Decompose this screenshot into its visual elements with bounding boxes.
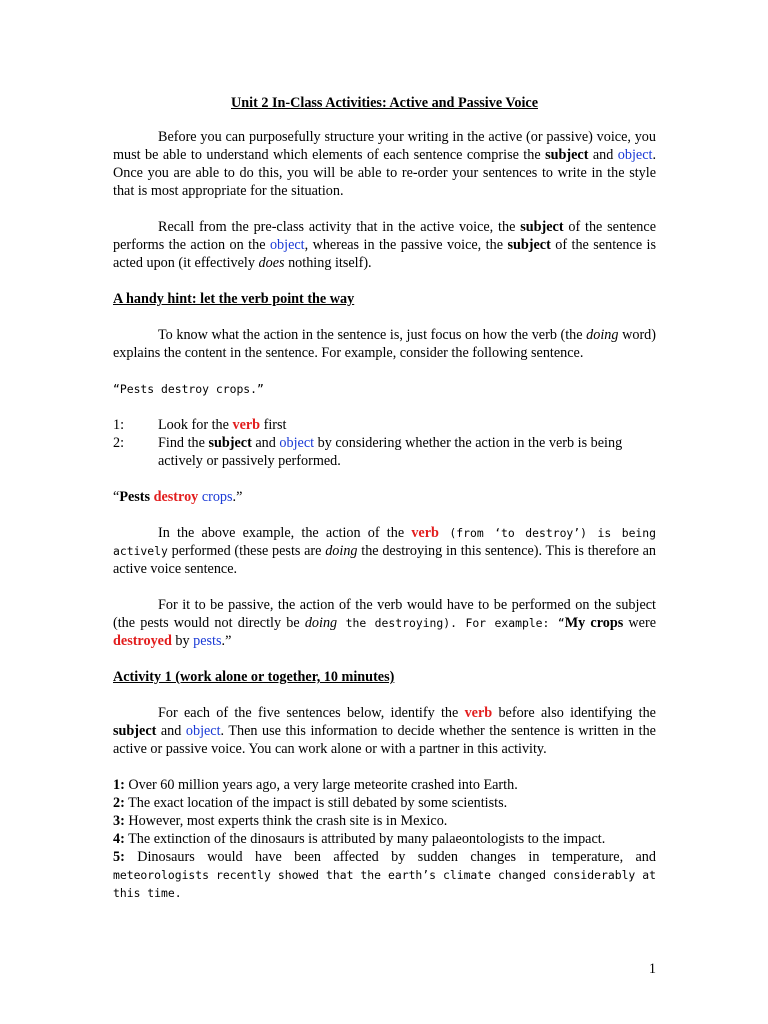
quote-mark: “ xyxy=(113,489,120,505)
verb-term: destroy xyxy=(153,489,199,505)
text-run: Look for the xyxy=(158,417,233,433)
object-term: object xyxy=(617,147,653,163)
text-run: first xyxy=(260,417,287,433)
activity-sentence xyxy=(113,794,656,812)
subject-term: subject xyxy=(545,147,589,163)
activity-sentence xyxy=(113,776,656,794)
text-run: In the above example, the action of the xyxy=(158,525,412,541)
text-run: and xyxy=(251,435,280,451)
subject-term: subject xyxy=(507,237,551,253)
text-run: . Once you are able to do this, you will be able to re-order your sentences to write in the style that is most appropriate for the situation. xyxy=(113,147,656,199)
activity-sentence-continuation: meteorologists recently showed that the earth’s climate changed considerably at this time. xyxy=(113,868,656,900)
subject-term: subject xyxy=(520,219,564,235)
sentence-text: Dinosaurs would have been affected by sudden changes in temperature, and xyxy=(124,849,656,865)
object-term: object xyxy=(185,723,221,739)
colored-example-sentence xyxy=(113,488,656,506)
subject-term: Pests xyxy=(119,489,151,505)
text-run: and xyxy=(588,147,618,163)
text-run: word) explains the content in the sentence. For example, consider the following sentence. xyxy=(113,327,656,361)
text-run: the destroying in this sentence). This is therefore an active voice sentence. xyxy=(113,543,657,577)
steps-list xyxy=(113,416,656,470)
text-run: To know what the action in the sentence is, just focus on how the verb (the xyxy=(158,327,587,343)
verb-term: verb xyxy=(232,417,261,433)
text-run: nothing itself). xyxy=(284,255,372,271)
object-term: pests xyxy=(193,633,222,649)
emphasis-term: doing xyxy=(586,327,619,343)
passive-explanation-paragraph xyxy=(113,596,656,650)
sentence-text: The extinction of the dinosaurs is attributed by many palaeontologists to the impact. xyxy=(124,831,606,847)
object-term: object xyxy=(269,237,305,253)
activity-sentences xyxy=(113,776,656,902)
step-item xyxy=(113,416,656,434)
text-run: .” xyxy=(221,633,232,649)
subject-term: My crops xyxy=(564,615,624,631)
verb-term: verb xyxy=(464,705,493,721)
text-run: the destroying). For example: “ xyxy=(337,616,565,630)
emphasis-term: doing xyxy=(304,615,338,631)
text-run: For it to be passive, the action of the verb would have to be performed on the subject (the pests would not directly be xyxy=(113,597,656,631)
emphasis-term: doing xyxy=(325,543,358,559)
sentence-number: 5: xyxy=(113,849,125,865)
step-text xyxy=(158,416,656,434)
active-explanation-paragraph xyxy=(113,524,656,578)
verb-term: verb xyxy=(411,525,439,541)
subject-term: subject xyxy=(113,723,157,739)
text-run: before also identifying the xyxy=(492,705,656,721)
text-run: were xyxy=(623,615,656,631)
object-term: crops xyxy=(201,489,233,505)
step-number: 1: xyxy=(113,417,125,433)
activity-instructions xyxy=(113,704,656,758)
step-text xyxy=(158,434,656,470)
text-run: performed (these pests are xyxy=(167,543,326,559)
step-item xyxy=(113,434,656,470)
emphasis-term: does xyxy=(258,255,285,271)
page-number: 1 xyxy=(648,961,656,977)
text-run: , whereas in the passive voice, the xyxy=(304,237,508,253)
text-run: and xyxy=(156,723,186,739)
text-run: Recall from the pre-class activity that in the active voice, the xyxy=(158,219,521,235)
text-run: (from ‘to destroy’) is being actively xyxy=(113,526,657,558)
sentence-number: 1: xyxy=(113,777,125,793)
verb-term: destroyed xyxy=(113,633,172,649)
activity-heading: Activity 1 (work alone or together, 10 minutes) xyxy=(113,669,395,685)
text-run: of the sentence is acted upon (it effectively xyxy=(113,237,657,271)
sentence-number: 3: xyxy=(113,813,125,829)
sentence-number: 2: xyxy=(113,795,125,811)
text-run: by considering whether the action in the verb is being actively or passively performed. xyxy=(158,435,623,469)
text-run: Find the xyxy=(158,435,209,451)
activity-sentence xyxy=(113,848,656,866)
text-run: . Then use this information to decide whether the sentence is written in the active or passive voice. You can work alone or with a partner in this activity. xyxy=(113,723,656,757)
sentence-text: The exact location of the impact is still debated by some scientists. xyxy=(124,795,508,811)
activity-sentence xyxy=(113,830,656,848)
subject-term: subject xyxy=(208,435,252,451)
example-sentence: “Pests destroy crops.” xyxy=(113,382,264,396)
text-run: Before you can purposefully structure your writing in the active (or passive) voice, you must be able to understand which elements of each sentence comprise the xyxy=(113,129,656,163)
page-content xyxy=(113,94,656,902)
sentence-text: However, most experts think the crash site is in Mexico. xyxy=(124,813,448,829)
step-number: 2: xyxy=(113,435,125,451)
intro-paragraph-2 xyxy=(113,218,656,272)
object-term: object xyxy=(279,435,315,451)
page-title: Unit 2 In-Class Activities: Active and Passive Voice xyxy=(231,95,538,111)
sentence-number: 4: xyxy=(113,831,125,847)
text-run: by xyxy=(171,633,194,649)
hint-heading: A handy hint: let the verb point the way xyxy=(113,291,355,307)
quote-mark: .” xyxy=(232,489,243,505)
hint-paragraph xyxy=(113,326,656,362)
activity-sentence xyxy=(113,812,656,830)
text-run: of the sentence performs the action on the xyxy=(113,219,656,253)
intro-paragraph-1 xyxy=(113,128,656,200)
sentence-text: Over 60 million years ago, a very large meteorite crashed into Earth. xyxy=(124,777,518,793)
text-run: For each of the five sentences below, identify the xyxy=(158,705,465,721)
